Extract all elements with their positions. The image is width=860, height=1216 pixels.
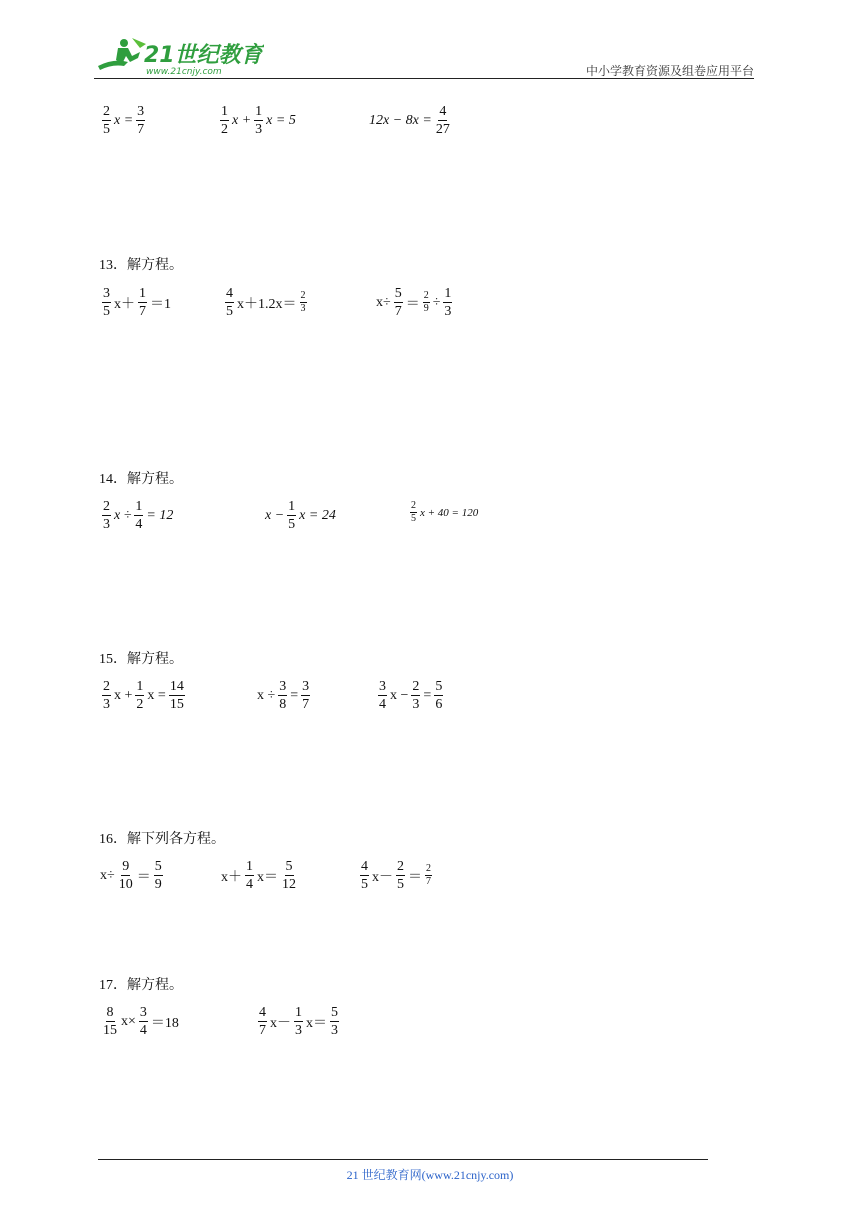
- fraction: $\frac{8}{15}$: [103, 1005, 117, 1038]
- fraction: $\frac{5}{9}$: [154, 859, 162, 892]
- fraction: $\frac{2}{5}$: [103, 104, 110, 137]
- q17-equation-2: $\frac{4}{7}$ x－ $\frac{1}{3}$ x＝ $\frac{5}{3}$: [259, 1005, 338, 1038]
- footer-link[interactable]: 21 世纪教育网(www.21cnjy.com): [346, 1168, 514, 1182]
- fraction: $\frac{5}{6}$: [435, 679, 443, 712]
- q14-equation-1: $\frac{2}{3}$ x ÷ $\frac{1}{4}$ = 12: [103, 499, 174, 532]
- q16-equation-3: $\frac{4}{5}$ x－ $\frac{2}{5}$ ＝ $\frac{2}{7}$: [361, 859, 431, 892]
- fraction: $\frac{1}{4}$: [135, 499, 143, 532]
- fraction: $\frac{2}{9}$: [423, 290, 429, 314]
- q16-equation-1: x÷ $\frac{9}{10}$ ＝ $\frac{5}{9}$: [100, 859, 162, 892]
- svg-text:www.21cnjy.com: www.21cnjy.com: [146, 67, 222, 77]
- top-equation-1: $\frac{2}{5}$ x = $\frac{3}{7}$: [103, 104, 145, 137]
- fraction: $\frac{3}{4}$: [139, 1005, 147, 1038]
- fraction: $\frac{3}{8}$: [279, 679, 287, 712]
- q15-equation-3: $\frac{3}{4}$ x − $\frac{2}{3}$ = $\frac{5}{6}$: [379, 679, 443, 712]
- fraction: $\frac{5}{12}$: [282, 859, 296, 892]
- question-15-title: 15．解方程。: [99, 652, 183, 667]
- svg-text:21世纪教育: 21世纪教育: [144, 43, 263, 68]
- q15-equation-1: $\frac{2}{3}$ x + $\frac{1}{2}$ x = $\frac{14}{15}$: [103, 679, 184, 712]
- fraction: $\frac{2}{3}$: [103, 499, 110, 532]
- fraction: $\frac{2}{3}$: [412, 679, 420, 712]
- fraction: $\frac{1}{3}$: [295, 1005, 302, 1038]
- question-16-title: 16．解下列各方程。: [99, 832, 225, 847]
- q13-equation-3: x÷ $\frac{5}{7}$ ＝ $\frac{2}{9}$ ÷ $\frac{1}{3}$: [376, 286, 452, 319]
- fraction: $\frac{3}{7}$: [302, 679, 310, 712]
- question-17-title: 17．解方程。: [99, 978, 183, 993]
- fraction: $\frac{1}{2}$: [221, 104, 228, 137]
- fraction: $\frac{1}{7}$: [139, 286, 146, 319]
- fraction: $\frac{2}{5}$: [411, 500, 416, 524]
- q15-equation-2: x ÷ $\frac{3}{8}$ = $\frac{3}{7}$: [257, 679, 310, 712]
- fraction: $\frac{1}{3}$: [255, 104, 263, 137]
- fraction: $\frac{5}{7}$: [394, 286, 402, 319]
- fraction: $\frac{2}{3}$: [300, 290, 306, 314]
- top-equation-2: $\frac{1}{2}$ x + $\frac{1}{3}$ x = 5: [221, 104, 296, 137]
- top-equation-3: 12x − 8x = $\frac{4}{27}$: [369, 104, 450, 137]
- footer-divider: [98, 1159, 708, 1160]
- fraction: $\frac{3}{5}$: [103, 286, 110, 319]
- q13-equation-1: $\frac{3}{5}$ x＋ $\frac{1}{7}$ ＝1: [103, 286, 171, 319]
- fraction: $\frac{4}{27}$: [435, 104, 450, 137]
- q17-equation-1: $\frac{8}{15}$ x× $\frac{3}{4}$ ＝18: [103, 1005, 179, 1038]
- question-13-title: 13．解方程。: [99, 258, 183, 273]
- fraction: $\frac{3}{4}$: [379, 679, 386, 712]
- fraction: $\frac{1}{3}$: [444, 286, 452, 319]
- q16-equation-2: x＋ $\frac{1}{4}$ x＝ $\frac{5}{12}$: [221, 859, 296, 892]
- fraction: $\frac{3}{7}$: [137, 104, 145, 137]
- fraction: $\frac{14}{15}$: [169, 679, 184, 712]
- fraction: $\frac{4}{7}$: [259, 1005, 266, 1038]
- fraction: $\frac{2}{5}$: [397, 859, 404, 892]
- fraction: $\frac{4}{5}$: [226, 286, 233, 319]
- q13-equation-2: $\frac{4}{5}$ x＋1.2x＝ $\frac{2}{3}$: [226, 286, 306, 319]
- fraction: $\frac{4}{5}$: [361, 859, 368, 892]
- fraction: $\frac{9}{10}$: [118, 859, 133, 892]
- header-divider: [94, 78, 754, 79]
- header-slogan: 中小学教育资源及组卷应用平台: [585, 64, 754, 78]
- fraction: $\frac{2}{7}$: [426, 863, 431, 887]
- q14-equation-2: x − $\frac{1}{5}$ x = 24: [265, 499, 336, 532]
- q14-equation-3: $\frac{2}{5}$ x + 40 = 120: [411, 500, 479, 524]
- site-logo: [94, 36, 264, 80]
- fraction: $\frac{2}{3}$: [103, 679, 110, 712]
- fraction: $\frac{1}{2}$: [136, 679, 144, 712]
- fraction: $\frac{5}{3}$: [331, 1005, 338, 1038]
- fraction: $\frac{1}{4}$: [246, 859, 253, 892]
- fraction: $\frac{1}{5}$: [288, 499, 296, 532]
- question-14-title: 14．解方程。: [99, 472, 183, 487]
